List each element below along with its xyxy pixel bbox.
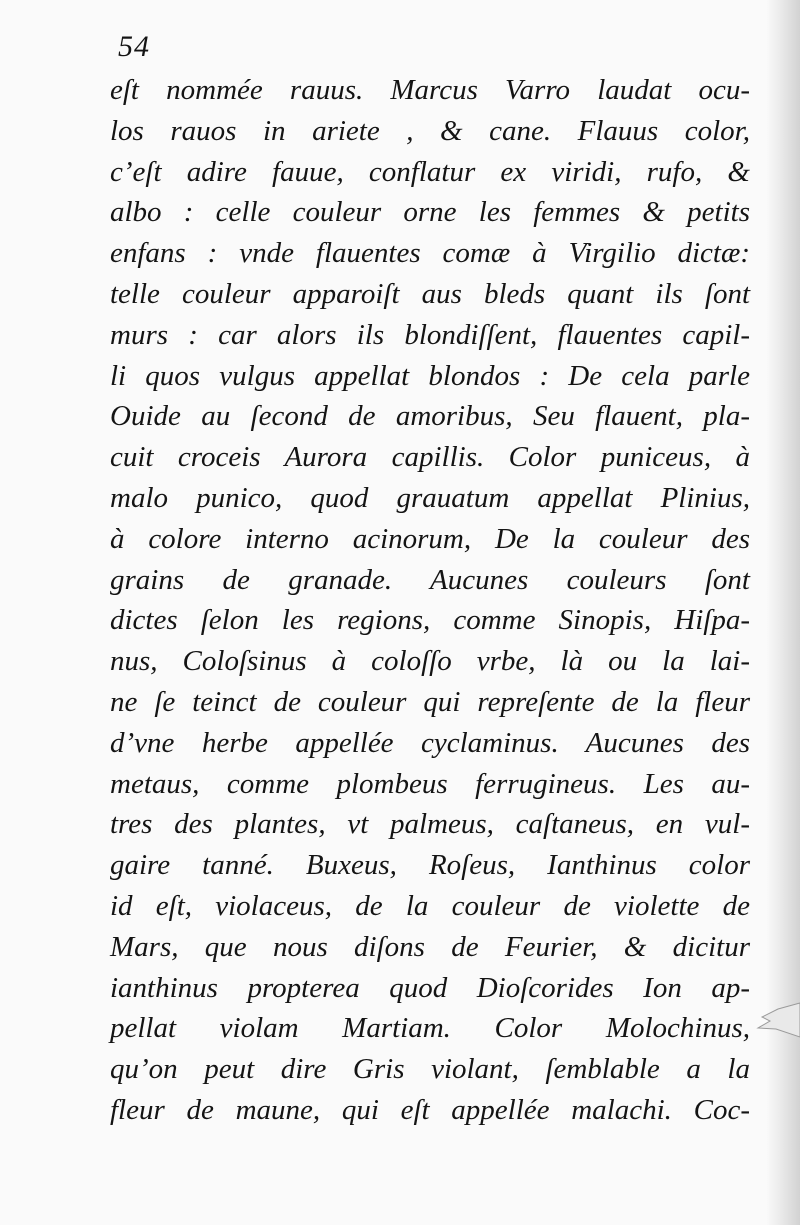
text-line: ianthinus propterea quod Dioſcorides Ion ap- [110, 971, 750, 1004]
text-line: metaus, comme plombeus ferrugineus. Les au- [110, 767, 750, 800]
text-line: ne ſe teinct de couleur qui repreſente de la fleur [110, 685, 750, 718]
text-line: albo : celle couleur orne les femmes & petits [110, 196, 750, 229]
text-line: eſt nommée rauus. Marcus Varro laudat ocu- [110, 74, 750, 106]
text-line: gaire tanné. Buxeus, Roſeus, Ianthinus color [110, 849, 750, 882]
body-text [110, 70, 750, 1131]
text-line: Mars, que nous diſons de Feurier, & dicitur [110, 930, 750, 963]
text-line: li quos vulgus appellat blondos : De cela parle [110, 359, 750, 392]
text-line: d’vne herbe appellée cyclaminus. Aucunes des [110, 726, 750, 759]
text-line: telle couleur apparoiſt aus bleds quant ils ſont [110, 277, 750, 310]
text-line: Ouide au ſecond de amoribus, Seu flauent, pla- [110, 400, 750, 433]
text-line: murs : car alors ils blondiſſent, flauentes capil- [110, 318, 750, 351]
text-line: id eſt, violaceus, de la couleur de violette de [110, 889, 750, 922]
text-line: à colore interno acinorum, De la couleur des [110, 522, 750, 555]
text-line: los rauos in ariete , & cane. Flauus color, [110, 114, 750, 147]
text-line: malo punico, quod grauatum appellat Plinius, [110, 481, 750, 514]
text-line: dictes ſelon les regions, comme Sinopis, Hiſpa- [110, 604, 750, 637]
text-line: nus, Coloſsinus à coloſſo vrbe, là ou la lai- [110, 645, 750, 678]
text-line: fleur de maune, qui eſt appellée malachi. Coc- [110, 1093, 750, 1126]
text-line: tres des plantes, vt palmeus, caſtaneus, en vul- [110, 808, 750, 841]
text-line: grains de granade. Aucunes couleurs ſont [110, 563, 750, 596]
text-line: cuit croceis Aurora capillis. Color puniceus, à [110, 441, 750, 474]
text-line: enfans : vnde flauentes comæ à Virgilio dictæ: [110, 237, 750, 270]
page-number: 54 [118, 30, 150, 63]
text-line: pellat violam Martiam. Color Molochinus, [110, 1012, 750, 1045]
text-line: c’eſt adire fauue, conflatur ex viridi, rufo, & [110, 155, 750, 188]
text-line: qu’on peut dire Gris violant, ſemblable a la [110, 1053, 750, 1086]
